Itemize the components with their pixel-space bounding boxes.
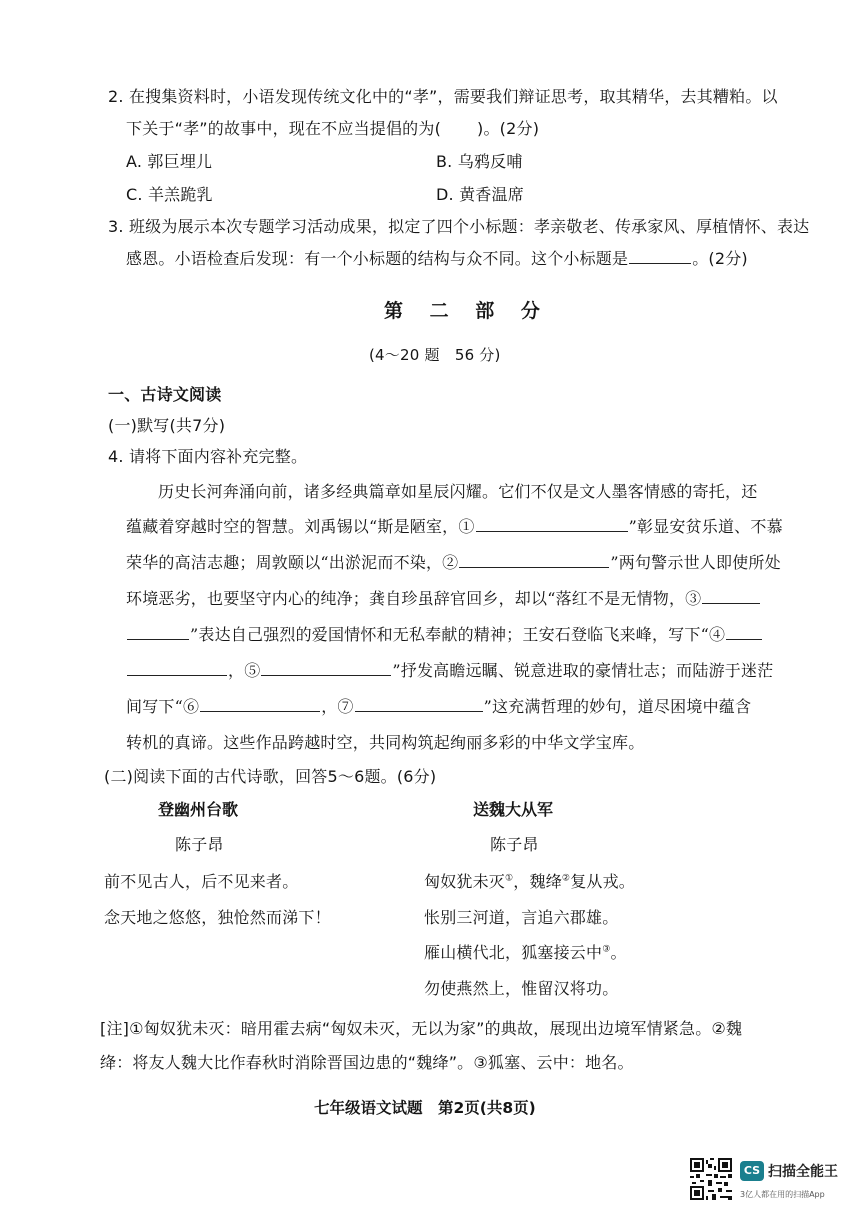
part2-title: 第 二 部 分 (384, 300, 550, 322)
passage-line7-mid: ，⑦ (321, 697, 354, 716)
q2-option-d: D. 黄香温席 (436, 185, 524, 204)
q2-line2-end: )。(2分) (477, 119, 540, 138)
footnote-ref-3: ③ (602, 944, 611, 955)
passage-line1: 历史长河奔涌向前，诸多经典篇章如星辰闪耀。它们不仅是文人墨客情感的寄托，还 (158, 482, 758, 501)
section1-sub2: (二)阅读下面的古代诗歌，回答5～6题。(6分) (104, 767, 437, 786)
passage-line5-text: ”表达自己强烈的爱国情怀和无私奉献的精神；王安石登临飞来峰，写下“④ (190, 625, 726, 644)
blank-4-part1[interactable] (726, 625, 762, 640)
blank-4-part2[interactable] (127, 661, 227, 676)
poem1-line1: 前不见古人，后不见来者。 (104, 872, 299, 891)
passage-line2-start: 蕴藏着穿越时空的智慧。刘禹锡以“斯是陋室，① (126, 517, 475, 536)
q2-option-c: C. 羊羔跪乳 (126, 185, 213, 204)
passage-line6-mid: ，⑤ (228, 661, 261, 680)
passage-line6 (126, 658, 773, 681)
poem1-title: 登幽州台歌 (158, 800, 239, 819)
blank-6[interactable] (200, 697, 320, 712)
poem2-line2: 怅别三河道，言追六郡雄。 (424, 908, 619, 927)
page-footer: 七年级语文试题 第2页(共8页) (314, 1099, 536, 1117)
poem2-line1-a: 匈奴犹未灭 (424, 872, 506, 891)
camscanner-logo-icon: CS (740, 1161, 764, 1181)
q3-line2-end: 。(2分) (692, 249, 748, 268)
blank-2[interactable] (459, 553, 609, 568)
passage-line3-start: 荣华的高洁志趣；周敦颐以“出淤泥而不染，② (126, 553, 459, 572)
poem2-line1-c: 复从戎。 (570, 872, 635, 891)
q2-option-a: A. 郭巨埋儿 (126, 152, 213, 171)
q3-line1: 3. 班级为展示本次专题学习活动成果，拟定了四个小标题：孝亲敬老、传承家风、厚植情怀、表达 (108, 217, 810, 236)
q2-option-b: B. 乌鸦反哺 (436, 152, 523, 171)
passage-line6-end: ”抒发高瞻远瞩、锐意进取的豪情壮志；而陆游于迷茫 (392, 661, 774, 680)
passage-line5 (126, 622, 763, 645)
blank-1[interactable] (476, 517, 628, 532)
poem2-line3 (424, 940, 627, 963)
passage-line2 (126, 514, 783, 537)
poem2-line3-a: 雁山横代北，狐塞接云中 (424, 943, 603, 962)
passage-line3-end: ”两句警示世人即使所处 (610, 553, 781, 572)
poem2-line4: 勿使燕然上，惟留汉将功。 (424, 979, 619, 998)
q3-answer-blank[interactable] (629, 249, 691, 264)
passage-line8: 转机的真谛。这些作品跨越时空，共同构筑起绚丽多彩的中华文学宝库。 (126, 733, 645, 752)
poem2-line1 (424, 869, 635, 892)
q2-line1: 2. 在搜集资料时，小语发现传统文化中的“孝”，需要我们辩证思考，取其精华，去其糟粕。以 (108, 87, 778, 106)
poem2-author: 陈子昂 (490, 835, 539, 854)
section1-heading: 一、古诗文阅读 (108, 385, 222, 404)
blank-7[interactable] (355, 697, 483, 712)
passage-line3 (126, 550, 781, 573)
q3-line2-start: 感恩。小语检查后发现：有一个小标题的结构与众不同。这个小标题是 (126, 249, 629, 268)
q2-line2-start: 下关于“孝”的故事中，现在不应当提倡的为( (126, 119, 442, 138)
passage-line7-end: ”这充满哲理的妙句，道尽困境中蕴含 (483, 697, 752, 716)
scanner-tagline: 3亿人都在用的扫描App (740, 1190, 825, 1199)
poem1-line2: 念天地之悠悠，独怆然而涕下！ (104, 908, 331, 927)
passage-line7 (126, 694, 751, 717)
scanner-brand: 扫描全能王 (768, 1164, 838, 1180)
passage-line7-start: 间写下“⑥ (126, 697, 200, 716)
section1-sub1: (一)默写(共7分) (108, 416, 226, 435)
notes-line2: 绛：将友人魏大比作春秋时消除晋国边患的“魏绛”。③狐塞、云中：地名。 (100, 1053, 634, 1072)
footnote-ref-1: ① (505, 873, 514, 884)
passage-line4-text: 环境恶劣，也要坚守内心的纯净；龚自珍虽辞官回乡，却以“落红不是无情物，③ (126, 589, 702, 608)
q2-line2 (126, 116, 539, 139)
poem1-author: 陈子昂 (175, 835, 224, 854)
blank-5[interactable] (261, 661, 391, 676)
poem2-title: 送魏大从军 (473, 800, 554, 819)
passage-line4 (126, 586, 761, 609)
qr-code-icon (690, 1158, 732, 1200)
notes-line1: [注]①匈奴犹未灭：暗用霍去病“匈奴未灭，无以为家”的典故，展现出边境军情紧急。②魏 (100, 1019, 743, 1038)
part2-subtitle: (4～20 题 56 分) (369, 346, 501, 364)
q4-prompt: 4. 请将下面内容补充完整。 (108, 447, 308, 466)
poem2-line3-b: 。 (610, 943, 627, 962)
blank-3-part1[interactable] (702, 589, 760, 604)
footnote-ref-2: ② (561, 873, 571, 884)
poem2-line1-b: ，魏绛 (513, 872, 562, 891)
blank-3-part2[interactable] (127, 625, 189, 640)
q3-line2 (126, 246, 748, 269)
passage-line2-end: ”彰显安贫乐道、不慕 (628, 517, 783, 536)
